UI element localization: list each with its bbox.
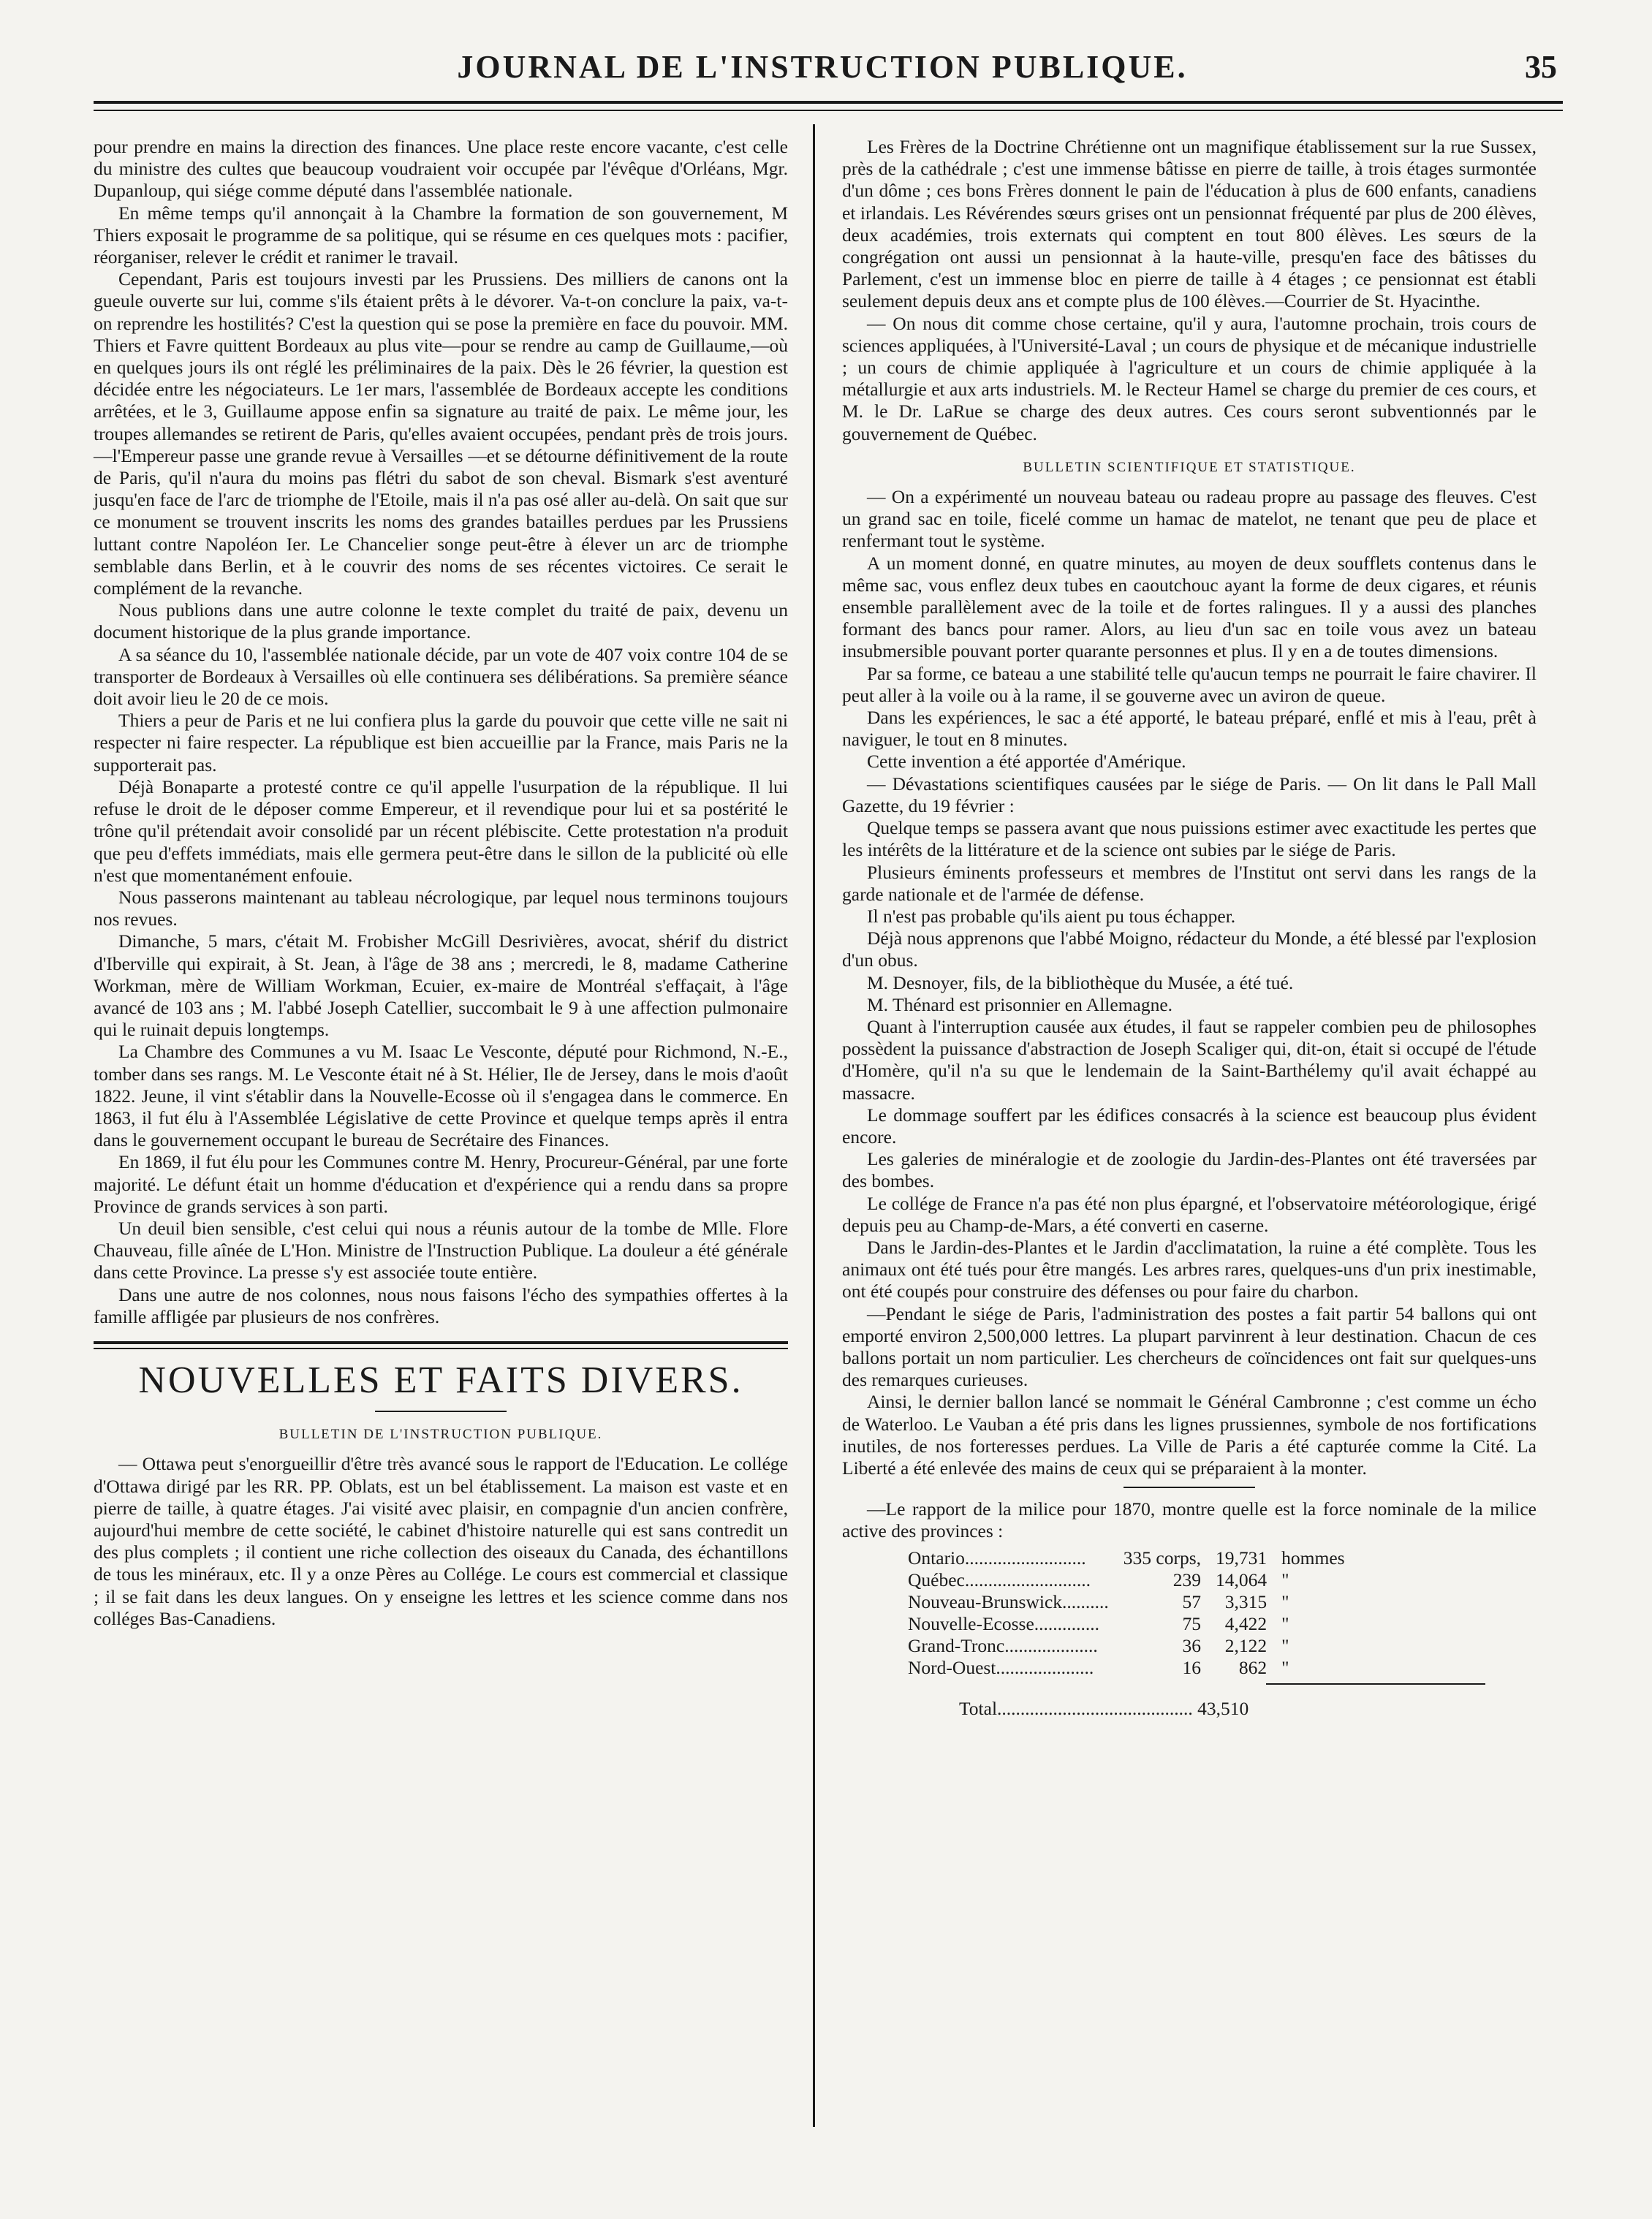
header-rule-thick (94, 101, 1563, 104)
short-rule (375, 1411, 507, 1412)
paragraph: Les galeries de minéralogie et de zoologie du Jardin-des-Plantes ont été traversées par des bombes. (842, 1148, 1537, 1192)
paragraph: — On a expérimenté un nouveau bateau ou radeau propre au passage des fleuves. C'est un grand sac en toile, ficelé comme un hamac de matelot, ne tenant que peu de place et renfermant tout le système. (842, 486, 1537, 552)
total-label: Total.......................................... (959, 1697, 1193, 1719)
page-header (88, 42, 1557, 94)
table-row (901, 1569, 1352, 1591)
paragraph: Plusieurs éminents professeurs et membres de l'Institut ont servi dans les rangs de la garde nationale et de l'armée de défense. (842, 861, 1537, 905)
militia-table (901, 1547, 1352, 1679)
page-number: 35 (1525, 49, 1557, 85)
section-title: NOUVELLES ET FAITS DIVERS. (138, 1359, 743, 1401)
right-column (842, 136, 1537, 1720)
column-divider (813, 124, 815, 2127)
paragraph: Quelque temps se passera avant que nous puissions estimer avec exactitude les pertes que les intérêts de la littérature et de la science ont subies par le siége de Paris. (842, 817, 1537, 861)
table-row (901, 1547, 1352, 1569)
section-rule-thin (94, 1348, 788, 1349)
paragraph: Thiers a peur de Paris et ne lui confiera plus la garde du pouvoir que cette ville ne sait ni respecter ni faire respecter. La république est bien accueillie par la France, mais Paris ne la supporterait pas. (94, 710, 788, 775)
militia-intro: —Le rapport de la milice pour 1870, montre quelle est la force nominale de la milice active des provinces : (842, 1498, 1537, 1542)
section-rule-thick (94, 1341, 788, 1344)
men-cell: 3,315 (1224, 1590, 1268, 1612)
paragraph: Dans une autre de nos colonnes, nous nous faisons l'écho des sympathies offertes à la famille affligée par plusieurs de nos confrères. (94, 1283, 788, 1327)
corps-cell: 57 (1182, 1590, 1202, 1612)
men-cell: 2,122 (1224, 1634, 1268, 1656)
province-cell: Québec........................... (908, 1569, 1091, 1590)
paragraph: — Ottawa peut s'enorgueillir d'être très avancé sous le rapport de l'Education. Le collége d'Ottawa dirigé par les RR. PP. Oblats, est un bel établissement. La maison est vaste et en pierre de taille, à quatre étages. J'ai visité avec plaisir, en compagnie d'un ancien confrère, aujourd'hui membre de cette société, le cabinet d'histoire naturelle qui est sans contredit un des plus complets ; il contient une riche collection des oiseaux du Canada, des échantillons de tous les minéraux, etc. Il y a onze Pères au Collége. Le cours est commercial et classique ; il se fait dans les deux langues. On y enseigne les lettres et les science comme dans nos colléges Bas-Canadiens. (94, 1453, 788, 1629)
paragraph: Le collége de France n'a pas été non plus épargné, et l'observatoire météorologique, érigé depuis peu au Champ-de-Mars, a été converti en caserne. (842, 1192, 1537, 1236)
corps-cell: 335 corps, (1123, 1547, 1202, 1569)
corps-cell: 75 (1182, 1612, 1202, 1634)
province-cell: Nouveau-Brunswick.......... (908, 1590, 1109, 1612)
unit-cell: " (1281, 1590, 1289, 1612)
subhead-scientific: BULLETIN SCIENTIFIQUE ET STATISTIQUE. (1023, 459, 1356, 475)
left-column (94, 136, 788, 1630)
men-cell: 14,064 (1216, 1569, 1268, 1590)
paragraph: M. Desnoyer, fils, de la bibliothèque du Musée, a été tué. (867, 971, 1294, 993)
paragraph: Déjà Bonaparte a protesté contre ce qu'il appelle l'usurpation de la république. Il lui refuse le droit de le déposer comme Empereur, et il revendique pour lui et sa postérité le trône qu'il prétendait avoir consolidé par un récent plébiscite. Cette protestation n'a produit que peu d'effets immédiats, mais elle germera peut-être dans le sillon de la publicité où elle n'est que momentanément enfouie. (94, 775, 788, 886)
table-row (901, 1635, 1352, 1657)
paragraph: Ainsi, le dernier ballon lancé se nommait le Général Cambronne ; c'est comme un écho de Waterloo. Le Vauban a été pris dans les lignes prussiennes, symbole de nos fortifications inutiles, de nos forteresses perdues. La Ville de Paris a été capturée comme la Cité. La Liberté a été enlevée des mains de ceux qui se préparaient à la monter. (842, 1391, 1537, 1479)
paragraph: Un deuil bien sensible, c'est celui qui nous a réunis autour de la tombe de Mlle. Flore Chauveau, fille aînée de L'Hon. Ministre de l'Instruction Publique. La douleur a été générale dans cette Province. La presse s'y est associée toute entière. (94, 1217, 788, 1283)
paragraph: Il n'est pas probable qu'ils aient pu tous échapper. (867, 905, 1236, 927)
unit-cell: " (1281, 1569, 1289, 1590)
men-cell: 19,731 (1216, 1547, 1268, 1569)
paragraph: La Chambre des Communes a vu M. Isaac Le Vesconte, député pour Richmond, N.-E., tomber dans ses rangs. M. Le Vesconte était né à St. Hélier, Ile de Jersey, dans le mois d'août 1822. Jeune, il vint s'établir dans la Nouvelle-Ecosse où il s'engagea dans le commerce. En 1863, il fut élu à l'Assemblée Législative de cette Province et quelque temps après il entra dans le gouvernement occupant le bureau de Secrétaire des Finances. (94, 1041, 788, 1151)
paragraph: En 1869, il fut élu pour les Communes contre M. Henry, Procureur-Général, par une forte majorité. Le défunt était un homme d'éducation et d'expérience qui a rendu dans sa propre Province de grands services à son parti. (94, 1151, 788, 1217)
paragraph: Par sa forme, ce bateau a une stabilité telle qu'aucun temps ne pourrait le faire chavirer. Il peut aller à la voile ou à la rame, il se gouverne avec un aviron de queue. (842, 662, 1537, 706)
men-cell: 4,422 (1224, 1612, 1268, 1634)
paragraph: pour prendre en mains la direction des finances. Une place reste encore vacante, c'est celle du ministre des cultes que beaucoup voudraient voir occupée par l'évêque d'Orléans, Mgr. Dupanloup, qui siége comme député dans l'assemblée nationale. (94, 136, 788, 202)
paragraph: Dans les expériences, le sac a été apporté, le bateau préparé, enflé et mis à l'eau, prêt à naviguer, le tout en 8 minutes. (842, 707, 1537, 751)
corps-cell: 239 (1172, 1569, 1202, 1590)
province-cell: Nouvelle-Ecosse.............. (908, 1612, 1100, 1634)
paragraph: A un moment donné, en quatre minutes, au moyen de deux soufflets contenus dans le même sac, vous enflez deux tubes en caoutchouc ayant la forme de deux cigares, et réunis ensemble parallèlement avec de la toile et de fortes ralingues. Il y a aussi des planches formant des bancs pour ramer. Alors, au lieu d'un sac en toile vous avez un bateau insubmersible pouvant porter quarante personnes et plus. Il y en a de toutes dimensions. (842, 552, 1537, 662)
table-row (901, 1613, 1352, 1635)
unit-cell: " (1281, 1612, 1289, 1634)
paragraph: Quant à l'interruption causée aux études, il faut se rappeler combien peu de philosophes possèdent la puissance d'abstraction de Joseph Scaliger qui, dit-on, était si occupé de l'étude d'Homère, qu'il n'a su que le lendemain de la Saint-Barthélemy qu'il avait échappé au massacre. (842, 1015, 1537, 1104)
total-line (959, 1698, 1537, 1720)
men-cell: 862 (1238, 1656, 1268, 1678)
paragraph: Nous passerons maintenant au tableau nécrologique, par lequel nous terminons toujours nos revues. (94, 886, 788, 930)
paragraph: —Pendant le siége de Paris, l'administration des postes a fait partir 54 ballons qui ont emporté environ 2,500,000 lettres. La plupart parvinrent à leur destination. Chacun de ces ballons portait un nom particulier. Les chercheurs de coïncidences ont fait sur quelques-uns des remarques curieuses. (842, 1302, 1537, 1391)
corps-cell: 16 (1182, 1656, 1202, 1678)
paragraph: Dimanche, 5 mars, c'était M. Frobisher McGill Desrivières, avocat, shérif du district d'Iberville qui expirait, à St. Jean, à l'âge de 38 ans ; mercredi, le 8, madame Catherine Workman, mère de William Workman, Ecuier, ex-maire de Montréal s'effaçait, à l'âge avancé de 103 ans ; M. l'abbé Joseph Catellier, succombait le 9 à une affection pulmonaire qui le ruinait depuis longtemps. (94, 930, 788, 1041)
running-title: JOURNAL DE L'INSTRUCTION PUBLIQUE. (457, 49, 1188, 85)
paragraph: Dans le Jardin-des-Plantes et le Jardin d'acclimatation, la ruine a été complète. Tous les animaux ont été tués pour être mangés. Les arbres rares, quelques-uns d'un prix inestimable, ont été coupés pour construire des défenses ou pour faire du charbon. (842, 1236, 1537, 1302)
table-row (901, 1657, 1352, 1679)
paragraph: Cependant, Paris est toujours investi par les Prussiens. Des milliers de canons ont la gueule ouverte sur lui, comme s'ils étaient prêts à le dévorer. Va-t-on conclure la paix, va-t-on reprendre les hostilités? C'est la question qui se pose la première en face du pouvoir. MM. Thiers et Favre quittent Bordeaux au plus vite—pour se rendre au camp de Guillaume,—où en quelques jours ils ont réglé les préliminaires de la paix. Dès le 26 février, la question est décidée entre les négociateurs. Le 1er mars, l'assemblée de Bordeaux accepte les conditions arrêtées, et le 3, Guillaume appose enfin sa signature au traité de paix. Le même jour, les troupes allemandes se retirent de Paris, qu'elles avaient occupées, pendant près de trois jours.—l'Empereur passe une grande revue à Versailles —et se détourne définitivement de la route de Paris, qu'il n'aura du moins pas flétri du sabot de son cheval. Bismark s'est aventuré jusqu'en face de l'arc de triomphe de l'Etoile, mais il n'a pas osé aller au-delà. On sait que sur ce monument se trouvent inscrits les noms des grandes batailles perdues par les Prussiens luttant contre Napoléon Ier. Le Chancelier songe peut-être à élever un arc de triomphe semblable dans Berlin, et à le couvrir des noms de ses récentes victoires. Ce serait le complément de la revanche. (94, 268, 788, 599)
total-rule (1266, 1683, 1485, 1685)
paragraph: Nous publions dans une autre colonne le texte complet du traité de paix, devenu un document historique de la plus grande importance. (94, 599, 788, 643)
paragraph: Le dommage souffert par les édifices consacrés à la science est beaucoup plus évident encore. (842, 1104, 1537, 1148)
paragraph: — Dévastations scientifiques causées par le siége de Paris. — On lit dans le Pall Mall Gazette, du 19 février : (842, 773, 1537, 816)
subhead-instruction: BULLETIN DE L'INSTRUCTION PUBLIQUE. (279, 1427, 603, 1443)
province-cell: Nord-Ouest..................... (908, 1656, 1094, 1678)
unit-cell: hommes (1281, 1547, 1345, 1569)
corps-cell: 36 (1182, 1634, 1202, 1656)
table-row (901, 1591, 1352, 1613)
unit-cell: " (1281, 1634, 1289, 1656)
short-rule (1124, 1487, 1255, 1488)
paragraph: Cette invention a été apportée d'Amérique. (867, 751, 1186, 773)
paragraph: Déjà nous apprenons que l'abbé Moigno, rédacteur du Monde, a été blessé par l'explosion d'un obus. (842, 928, 1537, 971)
paragraph: M. Thénard est prisonnier en Allemagne. (867, 993, 1173, 1015)
total-value: 43,510 (1197, 1697, 1249, 1719)
header-rule-thin (94, 110, 1563, 111)
unit-cell: " (1281, 1656, 1289, 1678)
paragraph: — On nous dit comme chose certaine, qu'il y aura, l'automne prochain, trois cours de sciences appliquées, à l'Université-Laval ; un cours de physique et de mécanique industrielle ; un cours de chimie appliquée à l'agriculture et un cours de chimie appliquée à la métallurgie et aux arts industriels. M. le Recteur Hamel se charge du premier de ces cours, et M. le Dr. LaRue se charge des deux autres. Ces cours seront subventionnés par le gouvernement de Québec. (842, 312, 1537, 444)
paragraph: A sa séance du 10, l'assemblée nationale décide, par un vote de 407 voix contre 104 de se transporter de Bordeaux à Versailles où elle continuera ses délibérations. Sa première séance doit avoir lieu le 20 de ce mois. (94, 643, 788, 710)
paragraph: Les Frères de la Doctrine Chrétienne ont un magnifique établissement sur la rue Sussex, près de la cathédrale ; c'est une immense bâtisse en pierre de taille, à trois étages surmontée d'un dôme ; ces bons Frères donnent le pain de l'éducation à plus de 600 enfants, canadiens et irlandais. Les Révérendes sœurs grises ont un pensionnat fréquenté par plus de 200 élèves, deux académies, trois externats qui comptent en tout 800 élèves. Les sœurs de la congrégation ont aussi un pensionnat à la haute-ville, presqu'en face des bâtisses du Parlement, c'est un immense bloc en pierre de taille à 4 étages ; ce pensionnat est établi seulement depuis deux ans et compte plus de 100 élèves.—Courrier de St. Hyacinthe. (842, 136, 1537, 312)
province-cell: Grand-Tronc.................... (908, 1634, 1098, 1656)
province-cell: Ontario.......................... (908, 1547, 1086, 1569)
paragraph: En même temps qu'il annonçait à la Chambre la formation de son gouvernement, M Thiers exposait le programme de sa politique, qui se résume en ces quelques mots : pacifier, réorganiser, relever le crédit et ranimer le travail. (94, 202, 788, 268)
